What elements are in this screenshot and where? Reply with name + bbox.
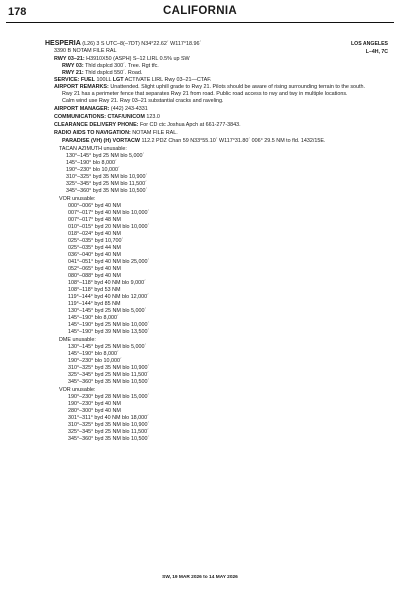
airport-name: HESPERIA [45, 40, 81, 47]
dme-item: 310°–325° byd 35 NM blo 10,900´ [68, 365, 150, 371]
tacan-item: 145°–190° blo 8,000´ [66, 160, 117, 166]
service-label: SERVICE: [54, 77, 80, 83]
vortac-label: PARADISE (VH) (H) VORTACW [62, 138, 140, 144]
vor-title-2: VOR unusable: [59, 387, 96, 393]
vor-item: 025°–035° byd 10,700´ [68, 238, 124, 244]
vor-item-2: 345°–360° byd 35 NM blo 10,500´ [68, 436, 150, 442]
vor-item: 007°–017° byd 40 NM blo 10,000´ [68, 210, 150, 216]
vor-item: 119°–144° byd 40 NM blo 12,000´ [68, 294, 149, 300]
service-line [54, 77, 211, 84]
vor-item: 145°–190° blo 8,000´ [68, 315, 119, 321]
vor-item: 130°–145° byd 25 NM blo 5,000´ [68, 308, 147, 314]
effective-dates-footer: SW, 19 MAR 2026 to 14 MAY 2026 [162, 575, 238, 580]
manager-text: (442) 243-4331 [110, 106, 148, 112]
tacan-item: 310°–325° byd 35 NM blo 10,900´ [66, 174, 148, 180]
vor-item-2: 190°–230° byd 28 NM blo 15,000´ [68, 394, 150, 400]
runway-21-label: RWY 21: [62, 70, 84, 76]
vor-item: 018°–024° byd 40 NM [68, 231, 121, 237]
elevation-line: 3390 B NOTAM FILE RAL [54, 48, 117, 54]
dme-item: 325°–345° byd 25 NM blo 11,500´ [68, 372, 149, 378]
page-number: 178 [8, 6, 27, 18]
tacan-item: 130°–145° byd 25 NM blo 5,000´ [66, 153, 145, 159]
chart-reference: L–4H, 7C [365, 49, 388, 55]
clearance-line [54, 122, 241, 129]
runway-03-label: RWY 03: [62, 63, 84, 69]
clearance-label: CLEARANCE DELIVERY PHONE: [54, 122, 139, 128]
lighting-text: ACTIVATE LIRL Rwy 03–21—CTAF. [124, 77, 212, 83]
vor-item: 108°–118° byd 40 NM blo 9,000´ [68, 280, 146, 286]
vor-item: 010°–015° byd 20 NM blo 10,000´ [68, 224, 150, 230]
radio-aids-label: RADIO AIDS TO NAVIGATION: [54, 130, 131, 136]
runway-03-line [62, 63, 159, 70]
tacan-item: 190°–230° blo 10,000´ [66, 167, 120, 173]
tacan-item: 345°–360° byd 35 NM blo 10,500´ [66, 188, 148, 194]
vortac-text: 112.2 PDZ Chan 59 N33°55.10´ W117°31.80´ 006° 29.5 NM to fld. 1432/15E. [141, 138, 326, 144]
remarks-line-3: Calm wind use Rwy 21. Rwy 03–21 substantial cracks and raveling. [62, 98, 224, 104]
runway-03-text: Thld dsplcd 300´. Tree. Rgt tfc. [85, 63, 159, 69]
runway-label: RWY 03–21: [54, 56, 85, 62]
remarks-line-1 [54, 84, 365, 91]
radio-aids-text: NOTAM FILE RAL. [132, 130, 178, 136]
vor-item: 145°–190° byd 39 NM blo 13,500´ [68, 329, 150, 335]
dme-title: DME unusable: [59, 337, 96, 343]
fuel-label: FUEL [80, 77, 95, 83]
vor-item: 119°–144° byd 85 NM [68, 301, 121, 307]
vor-item: 052°–065° byd 40 NM [68, 266, 121, 272]
vor-item-2: 190°–230° byd 40 NM [68, 401, 121, 407]
runway-text: H3910X50 (ASPH) S–12 LIRL 0.5% up SW [86, 56, 190, 62]
state-title: CALIFORNIA [163, 5, 237, 17]
communications-text: 123.0 [146, 114, 160, 120]
vor-item: 007°–017° byd 48 NM [68, 217, 121, 223]
airport-id-line: (L26) 3 S UTC–8(–7DT) N34°22.62´ W117°18.96´ [82, 41, 202, 47]
vor-item: 025°–035° byd 44 NM [68, 245, 121, 251]
vor-item: 145°–190° byd 25 NM blo 10,000´ [68, 322, 150, 328]
lighting-label: LGT [112, 77, 124, 83]
remarks-line-2: Rwy 21 has a perimeter fence that separates Rwy 21 from road. Public road access to rwy and twy in multiple locations. [62, 91, 348, 97]
dme-item: 190°–230° blo 10,000´ [68, 358, 122, 364]
vor-item: 108°–118° byd 53 NM [68, 287, 121, 293]
tacan-title: TACAN AZIMUTH unusable: [59, 146, 127, 152]
vor-item: 041°–051° byd 40 NM blo 25,000´ [68, 259, 150, 265]
dme-item: 345°–360° byd 35 NM blo 10,500´ [68, 379, 150, 385]
remarks-label: AIRPORT REMARKS: [54, 84, 109, 90]
manager-label: AIRPORT MANAGER: [54, 106, 110, 112]
remarks-text-1: Unattended. Slight uphill grade to Rwy 21. Pilots should be aware of rising surrounding terrain to the south. [110, 84, 366, 90]
tacan-item: 325°–345° byd 25 NM blo 11,500´ [66, 181, 147, 187]
vor-item-2: 301°–311° byd 40 NM blo 18,000´ [68, 415, 149, 421]
vor-item: 080°–088° byd 40 NM [68, 273, 121, 279]
dme-item: 130°–145° byd 25 NM blo 5,000´ [68, 344, 147, 350]
runway-line [54, 56, 190, 63]
vor-item-2: 310°–325° byd 35 NM blo 10,900´ [68, 422, 150, 428]
radio-aids-line [54, 130, 178, 137]
clearance-text: For CD ctc Joshua Apch at 661-277-3843. [139, 122, 241, 128]
fuel-text: 100LL [96, 77, 112, 83]
header-divider [6, 22, 394, 23]
runway-21-line [62, 70, 142, 77]
vor-item-2: 280°–300° byd 40 NM [68, 408, 121, 414]
vortac-line [62, 138, 325, 145]
runway-21-text: Thld dsplcd 550´. Road. [85, 70, 143, 76]
manager-line [54, 106, 148, 113]
vor-item: 036°–040° byd 40 NM [68, 252, 121, 258]
communications-label: COMMUNICATIONS: CTAF/UNICOM [54, 114, 145, 120]
region-name: LOS ANGELES [351, 41, 388, 47]
vor-item-2: 325°–345° byd 25 NM blo 11,500´ [68, 429, 149, 435]
dme-item: 145°–190° blo 8,000´ [68, 351, 119, 357]
vor-item: 000°–006° byd 40 NM [68, 203, 121, 209]
airport-name-line [45, 40, 201, 48]
vor-title: VOR unusable: [59, 196, 96, 202]
communications-line [54, 114, 160, 121]
